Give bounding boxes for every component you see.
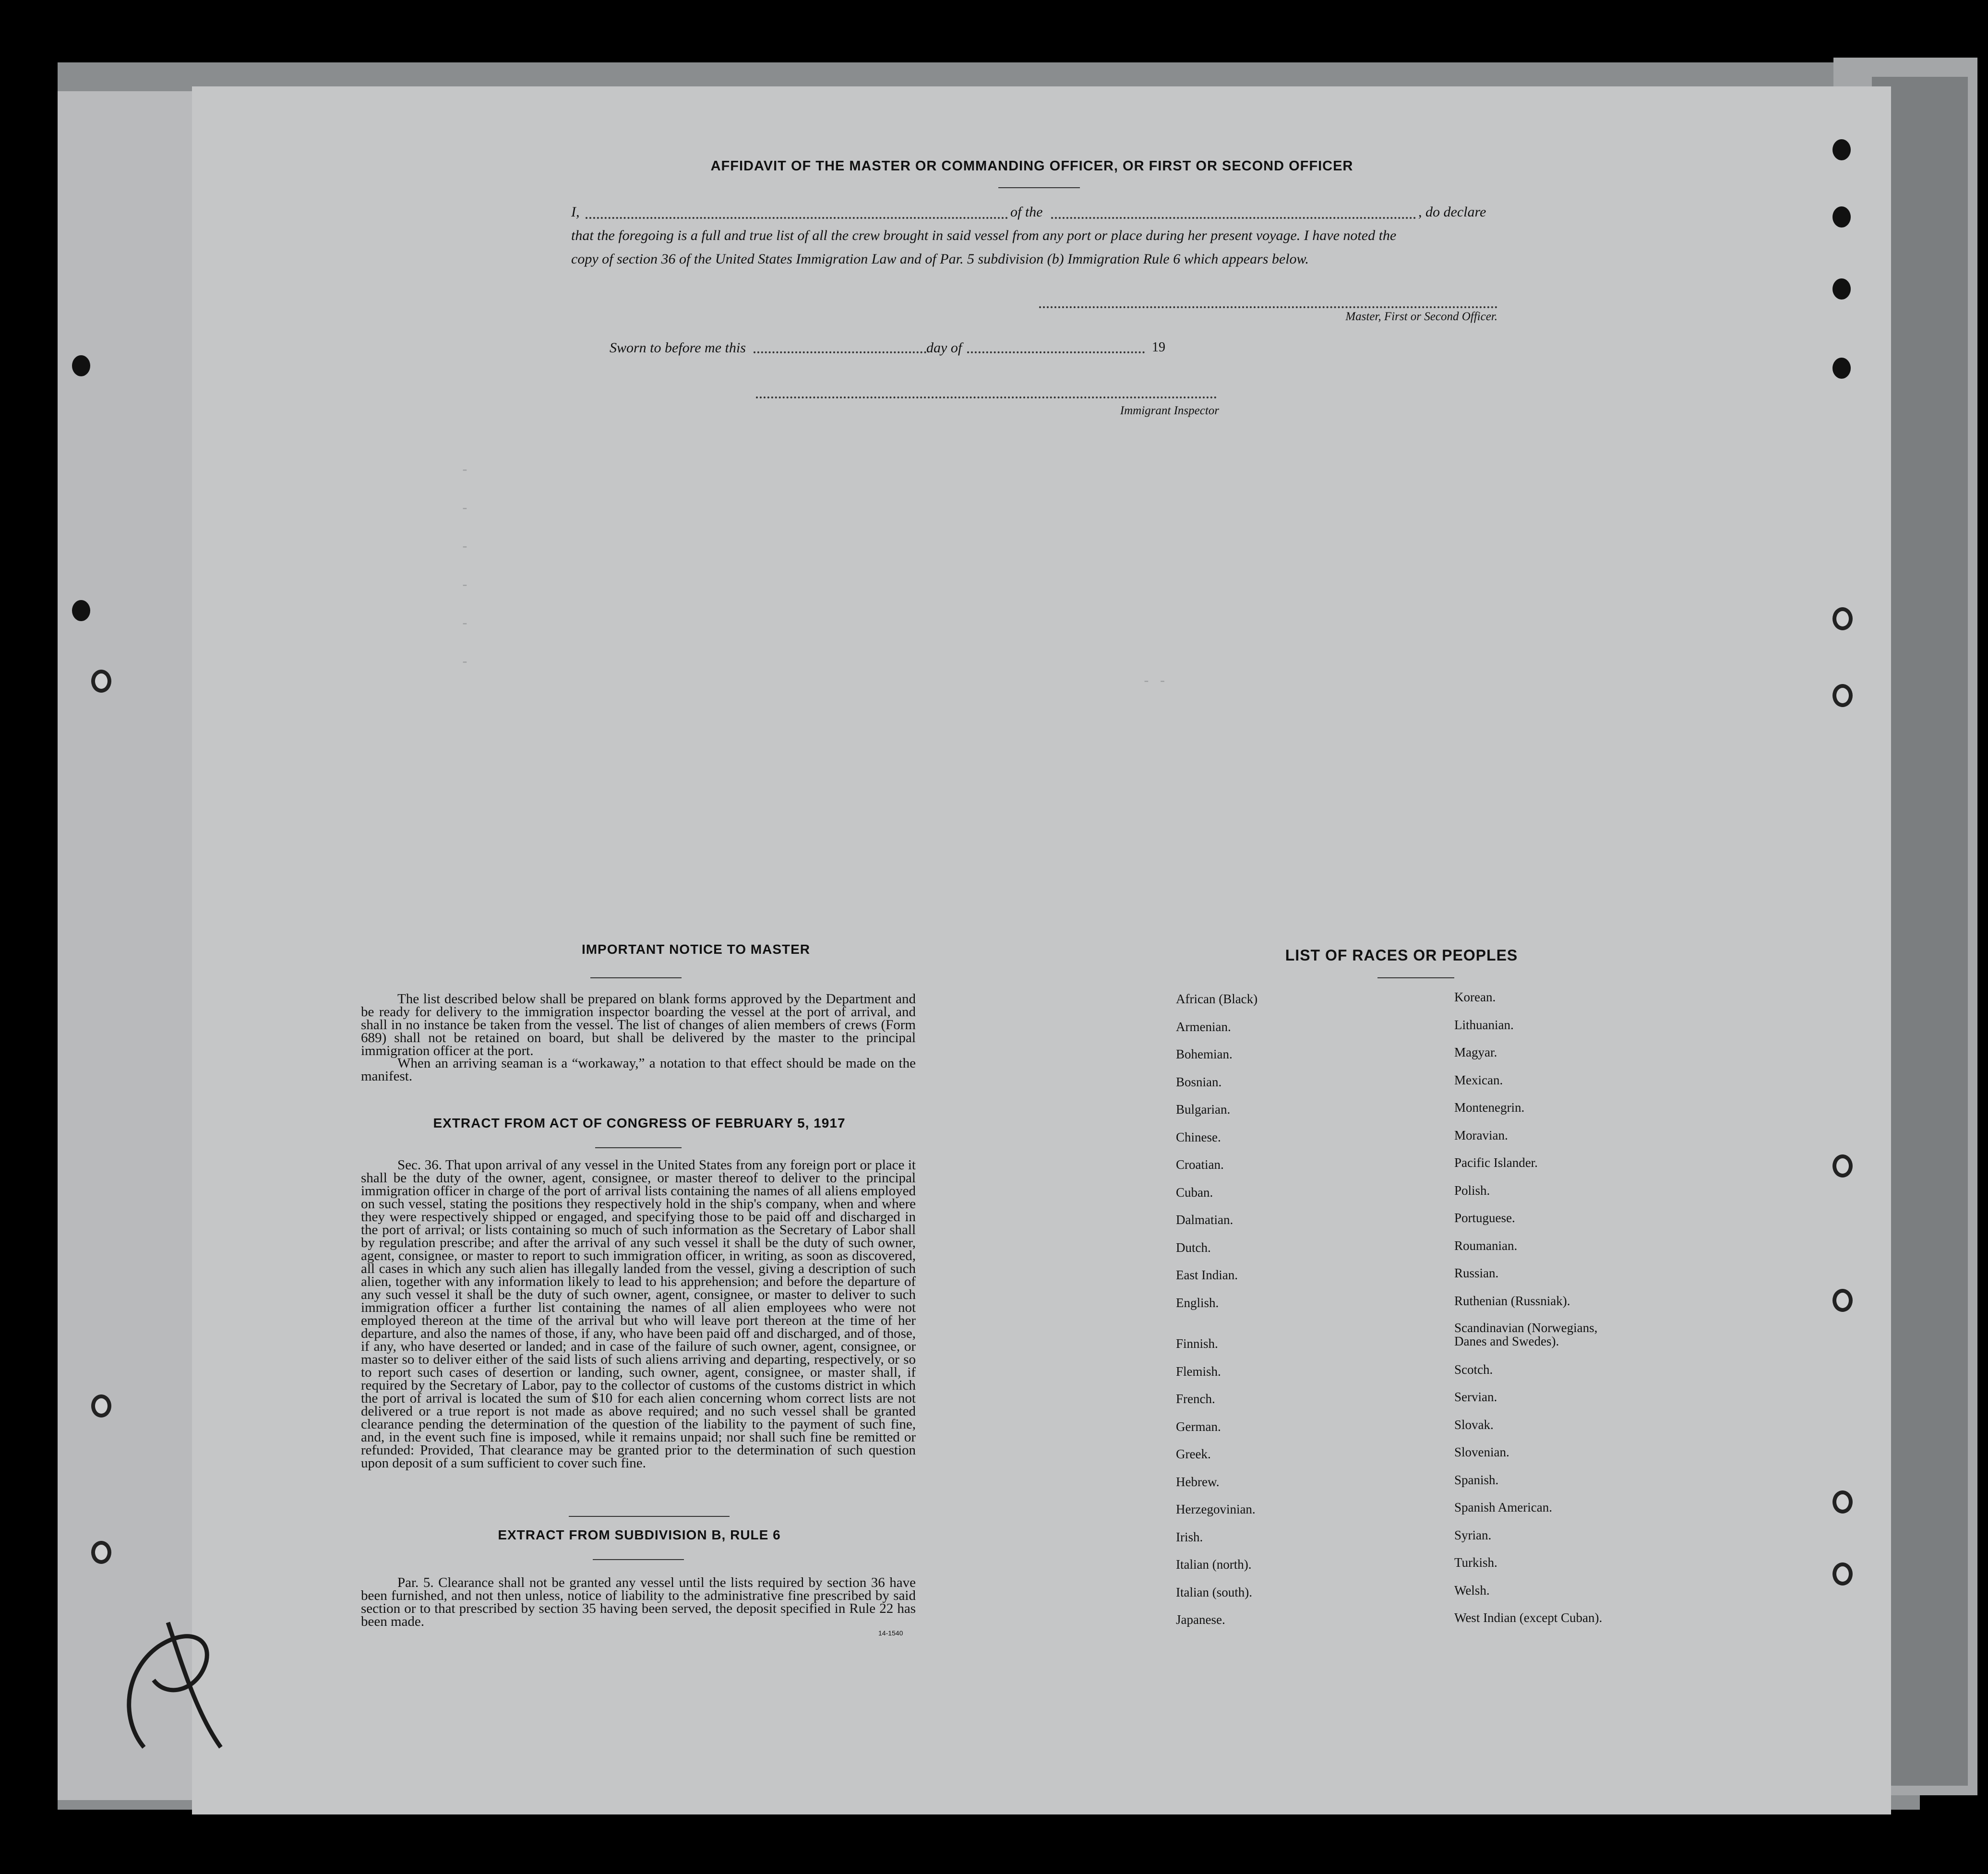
affidavit-i: I, — [571, 204, 580, 220]
notice-paragraph-1: The list described below shall be prepared on blank forms approved by the Department and be ready for delivery to the immigration inspector boarding the vessel at the port of arrival, and shall in no instance be taken from the vessel. The list of changes of alien members of crews (Form 689) shall not be retained on board, but shall be delivered by the master to the principal immigration officer at the port. — [361, 991, 916, 1058]
affidavit-of-the: of the — [1010, 204, 1043, 220]
race-item: Mexican. — [1454, 1072, 1503, 1087]
race-item: French. — [1176, 1392, 1215, 1406]
inspector-signature-line — [756, 396, 1217, 398]
rule-extract-body: Par. 5. Clearance shall not be granted any vessel until the lists required by section 36 have been furnished, and not then unless, notice of liability to the administrative fine prescribed by said section or to that prescribed by section 35 having been served, the deposit specified in Rule 22 has been made. — [361, 1575, 916, 1629]
act-extract-body: Sec. 36. That upon arrival of any vessel in the United States from any foreign port or place it shall be the duty of the owner, agent, consignee, or master thereof to deliver to the principal immigration officer in charge of the port of arrival lists containing the names of all aliens employed on such vessel, stating the positions they respectively hold in the ship's company, when and where they were respectively shipped or engaged, and specifying those to be paid off and discharged in the port of arrival; or lists containing so much of such information as the Secretary of Labor shall by regulation prescribe; and after the arrival of any such vessel it shall be the duty of such owner, agent, consignee, or master to report to such immigration officer, in writing, as soon as discovered, all cases in which any such alien has illegally landed from the vessel, giving a description of such alien, together with any information likely to lead to his apprehension; and before the departure of any such vessel it shall be the duty of such owner, agent, consignee, or master to deliver to such immigration officer a further list containing the names of all alien employees who were not employed thereon at the time of the arrival but who will leave port thereon at the time of her departure, and also the names of those, if any, who have been paid off and discharged, and of those, if any, who have deserted or landed; and in case of the failure of such owner, agent, consignee, or master so to deliver either of the said lists of such aliens arriving and departing, respectively, or so to report such cases of desertion or landing, such owner, agent, consignee, or master shall, if required by the Secretary of Labor, pay to the collector of customs of the customs district in which the port of arrival is located the sum of $10 for each alien concerning whom correct lists are not delivered or a true report is not made as above required; and no such vessel shall be granted clearance pending the determination of the question of the liability to the payment of such fine, and, in the event such fine is imposed, while it remains unpaid; nor shall such fine be remitted or refunded: Provided, That clearance may be granted prior to the determination of such question upon deposit of a sum sufficient to cover such fine. — [361, 1157, 916, 1471]
sworn-label: Sworn to before me this — [610, 340, 746, 356]
affidavit-line3: copy of section 36 of the United States Immigration Law and of Par. 5 subdivision (b) Immigration Rule 6 which appears below. — [571, 251, 1309, 267]
binder-hole — [1832, 1490, 1853, 1514]
vessel-blank — [1051, 217, 1416, 219]
affidavit-title: AFFIDAVIT OF THE MASTER OR COMMANDING OFFICER, OR FIRST OR SECOND OFFICER — [710, 158, 1353, 174]
race-item: Moravian. — [1454, 1128, 1508, 1142]
race-item: Flemish. — [1176, 1364, 1221, 1379]
race-item: Scandinavian (Norwegians, Danes and Swedes). — [1454, 1321, 1598, 1348]
binder-hole — [1832, 1289, 1853, 1312]
divider — [595, 1147, 682, 1148]
name-blank — [586, 217, 1008, 219]
year-prefix: 19 — [1152, 340, 1165, 355]
pencil-scribble — [115, 1594, 230, 1752]
races-title: LIST OF RACES OR PEOPLES — [1285, 947, 1518, 964]
race-item: Montenegrin. — [1454, 1100, 1525, 1115]
race-item: German. — [1176, 1419, 1221, 1434]
race-item: Russian. — [1454, 1266, 1499, 1280]
race-item: East Indian. — [1176, 1268, 1238, 1282]
race-item: African (Black) — [1176, 992, 1258, 1006]
binder-hole — [91, 670, 111, 693]
race-item: Italian (south). — [1176, 1585, 1252, 1599]
inspector-label: Immigrant Inspector — [1120, 404, 1219, 417]
notice-title: IMPORTANT NOTICE TO MASTER — [581, 942, 811, 957]
race-item: Spanish. — [1454, 1472, 1499, 1487]
race-item: Chinese. — [1176, 1129, 1221, 1144]
race-item: Slovenian. — [1454, 1445, 1509, 1459]
race-item: Italian (north). — [1176, 1557, 1252, 1572]
binder-hole — [91, 1541, 111, 1564]
race-item: Hebrew. — [1176, 1474, 1220, 1489]
race-item: English. — [1176, 1295, 1219, 1310]
race-item: Cuban. — [1176, 1185, 1213, 1200]
binder-hole — [1832, 206, 1851, 228]
divider — [590, 977, 682, 978]
divider — [593, 1559, 684, 1560]
divider — [1377, 977, 1454, 978]
act-extract-title: EXTRACT FROM ACT OF CONGRESS OF FEBRUARY 5, 1917 — [433, 1116, 846, 1130]
race-item: Bulgarian. — [1176, 1102, 1231, 1117]
race-item: Dutch. — [1176, 1240, 1211, 1255]
binder-hole — [1832, 358, 1851, 379]
day-of-label: day of — [926, 340, 962, 356]
race-item: Turkish. — [1454, 1555, 1497, 1570]
race-item: Herzegovinian. — [1176, 1502, 1256, 1516]
race-item: Syrian. — [1454, 1527, 1492, 1542]
race-item: Dalmatian. — [1176, 1213, 1234, 1227]
race-item: Magyar. — [1454, 1045, 1497, 1059]
binder-hole — [1832, 278, 1851, 300]
binder-hole — [1832, 1562, 1853, 1586]
race-item: Lithuanian. — [1454, 1017, 1514, 1032]
race-item: Scotch. — [1454, 1362, 1493, 1377]
race-item: Spanish American. — [1454, 1500, 1552, 1514]
master-signature-line — [1039, 306, 1497, 308]
divider — [998, 187, 1080, 188]
affidavit-line2: that the foregoing is a full and true list of all the crew brought in said vessel from any port or place during her present voyage. I have noted the — [571, 228, 1397, 243]
race-item: Pacific Islander. — [1454, 1155, 1538, 1170]
rule-extract-title: EXTRACT FROM SUBDIVISION B, RULE 6 — [498, 1527, 781, 1542]
binder-hole — [91, 1394, 111, 1418]
binder-hole — [72, 600, 90, 621]
race-item: Roumanian. — [1454, 1238, 1518, 1253]
race-item: Finnish. — [1176, 1336, 1218, 1351]
race-item: Korean. — [1454, 990, 1496, 1004]
race-item: Portuguese. — [1454, 1211, 1515, 1225]
race-item: Servian. — [1454, 1390, 1497, 1404]
race-item: Croatian. — [1176, 1157, 1224, 1172]
race-item: Japanese. — [1176, 1612, 1225, 1627]
left-edge-sheet — [58, 91, 202, 1800]
race-item: Slovak. — [1454, 1417, 1494, 1432]
notice-paragraph-2: When an arriving seaman is a “workaway,” a notation to that effect should be made on the manifest. — [361, 1056, 916, 1084]
sworn-day-blank — [754, 351, 926, 353]
month-blank — [967, 351, 1145, 353]
binder-hole — [1832, 1154, 1853, 1177]
race-item: Greek. — [1176, 1447, 1211, 1461]
divider — [569, 1516, 730, 1517]
race-item: Bohemian. — [1176, 1047, 1233, 1061]
binder-hole — [1832, 139, 1851, 160]
master-signature-label: Master, First or Second Officer. — [1345, 310, 1497, 323]
race-item: West Indian (except Cuban). — [1454, 1610, 1603, 1625]
race-item: Polish. — [1454, 1183, 1490, 1198]
binder-hole — [72, 355, 90, 376]
binder-hole — [1832, 684, 1853, 707]
race-item: Bosnian. — [1176, 1074, 1222, 1089]
race-item: Armenian. — [1176, 1019, 1231, 1034]
race-item: Irish. — [1176, 1529, 1203, 1544]
race-item: Welsh. — [1454, 1583, 1490, 1598]
binder-hole — [1832, 607, 1853, 630]
affidavit-do-declare: , do declare — [1418, 204, 1486, 220]
race-item: Ruthenian (Russniak). — [1454, 1293, 1570, 1308]
form-number: 14-1540 — [878, 1629, 903, 1637]
